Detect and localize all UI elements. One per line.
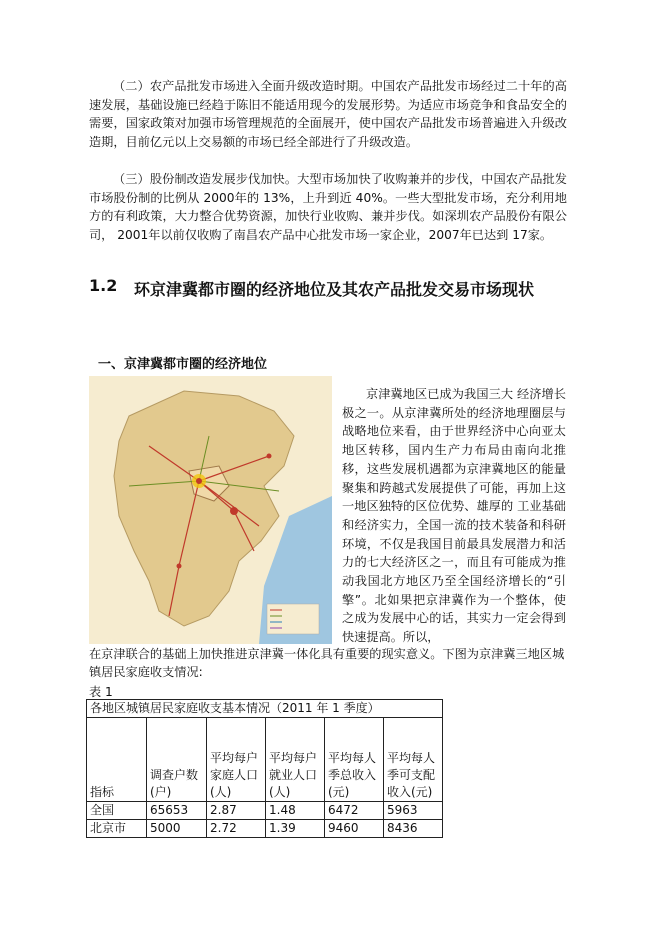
table-header: 平均每人季可支配收入(元) xyxy=(384,718,443,802)
paragraph-continuation: 在京津联合的基础上加快推进京津冀一体化具有重要的现实意义。下图为京津冀三地区城镇居民家庭收支情况: xyxy=(89,647,565,679)
region-map-image xyxy=(89,376,332,644)
table-cell: 2.72 xyxy=(207,820,266,838)
table-row xyxy=(87,802,443,820)
household-income-table xyxy=(86,699,443,838)
table-cell: 全国 xyxy=(87,802,147,820)
table-header: 平均每户就业人口(人) xyxy=(266,718,325,802)
table-caption: 各地区城镇居民家庭收支基本情况（2011 年 1 季度） xyxy=(87,700,443,718)
table-cell: 5000 xyxy=(147,820,207,838)
table-cell: 9460 xyxy=(325,820,384,838)
table-cell: 65653 xyxy=(147,802,207,820)
table-header: 调查户数(户) xyxy=(147,718,207,802)
table-header: 指标 xyxy=(87,718,147,802)
table-header: 平均每人季总收入(元) xyxy=(325,718,384,802)
table-cell: 北京市 xyxy=(87,820,147,838)
table-header: 平均每户家庭人口(人) xyxy=(207,718,266,802)
table-label: 表 1 xyxy=(89,685,113,699)
section-number: 1.2 xyxy=(89,276,118,295)
table-cell: 1.48 xyxy=(266,802,325,820)
table-cell: 6472 xyxy=(325,802,384,820)
subsection-heading: 一、京津冀都市圈的经济地位 xyxy=(98,357,268,372)
table-cell: 1.39 xyxy=(266,820,325,838)
table-row xyxy=(87,820,443,838)
table-cell: 8436 xyxy=(384,820,443,838)
section-title: 环京津冀都市圈的经济地位及其农产品批发交易市场现状 xyxy=(134,280,535,299)
paragraph-market-upgrade: （二）农产品批发市场进入全面升级改造时期。中国农产品批发市场经过二十年的高速发展，基础设施已经趋于陈旧不能适用现今的发展形势。为适应市场竞争和食品安全的需要，国家政策对加强市场管理规范的全面展开，使中国农产品批发市场普遍进入升级改造期，目前亿元以上交易额的市场已经全部进行了升级改造。 xyxy=(89,79,567,149)
table-cell: 5963 xyxy=(384,802,443,820)
table-cell: 2.87 xyxy=(207,802,266,820)
paragraph-economic-position: 京津冀地区已成为我国三大 经济增长极之一。从京津冀所处的经济地理圈层与战略地位来看，由于世界经济中心向亚太地区转移，国内生产力布局由南向北推移，这些发展机遇都为京津冀地区的能量聚集和跨越式发展提供了可能，再加上这一地区独特的区位优势、雄厚的 工业基础和经济实力，全国一流的技术装备和科研环境，不仅是我国目前最具发展潜力和活力的七大经济区之一，而且有可能成为推动我国北方地区乃至全国经济增长的“引擎”。北如果把京津冀作为一个整体，使之成为发展中心的话，其实力一定会得到快速提高。所以， xyxy=(342,387,566,645)
paragraph-share-reform: （三）股份制改造发展步伐加快。大型市场加快了收购兼并的步伐，中国农产品批发市场股份制的比例从 2000年的 13%，上升到近 40%。一些大型批发市场，充分利用地方的有利政策，大力整合优势资源，加快行业收购、兼并步伐。如深圳农产品股份有限公司， 2001年以前仅收购了南昌农产品中心批发市场一家企业，2007年已达到 17家。 xyxy=(89,172,567,242)
